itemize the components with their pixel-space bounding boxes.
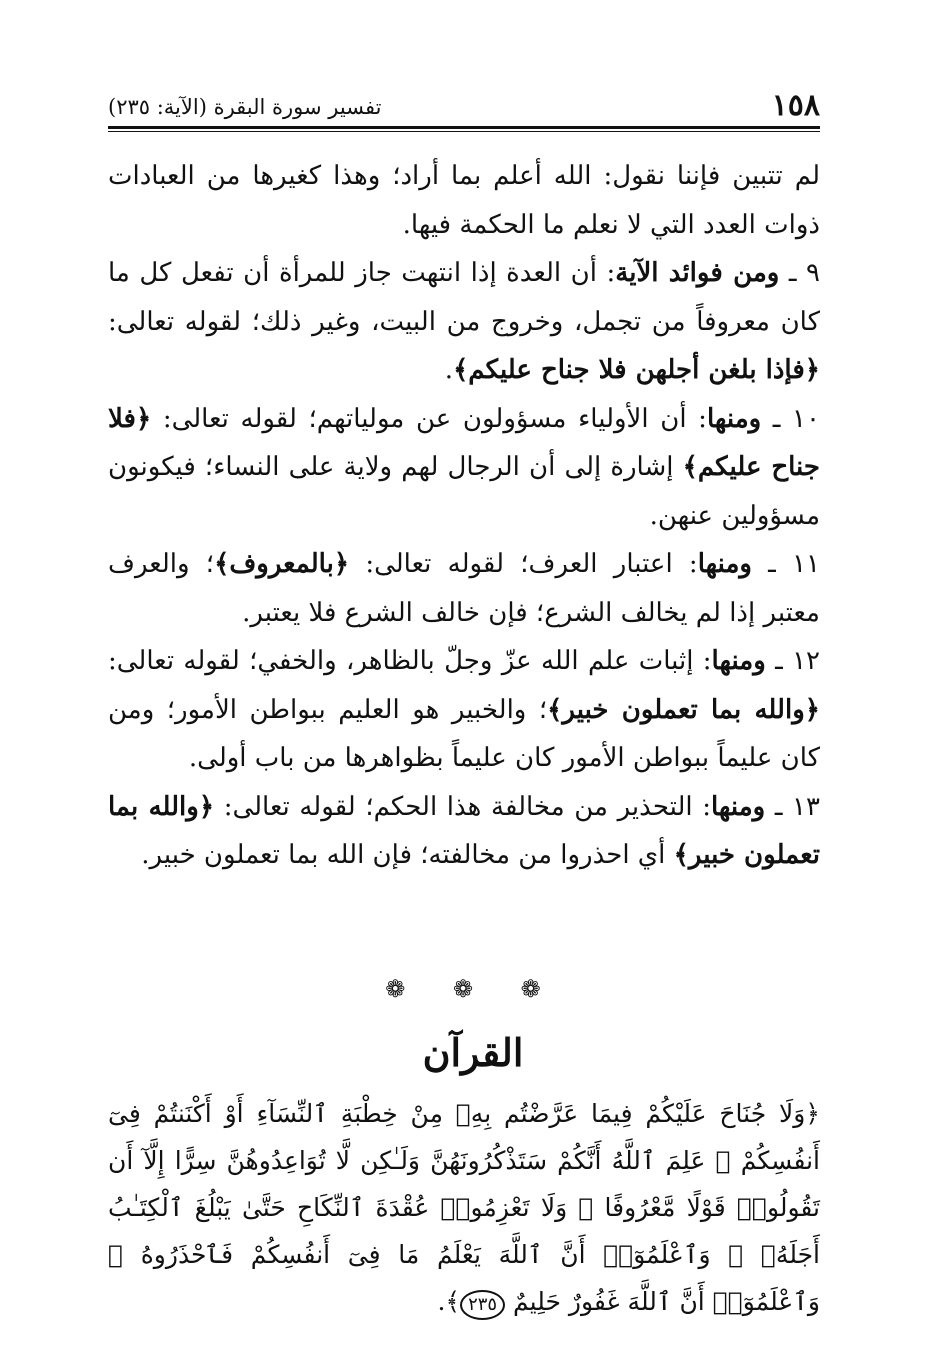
paragraph-text: : أن العدة إذا انتهت جاز للمرأة أن تفعل كل ما كان معروفاً من تجمل، وخروج من البيت، وغير ذلك؛ لقوله تعالى:: [108, 258, 820, 337]
paragraph-continuation: [108, 152, 820, 249]
item-number: ٩ ـ: [779, 258, 820, 288]
running-title: تفسير سورة البقرة (الآية: ٢٣٥): [108, 95, 382, 119]
paragraph-text-end: ؛ والخبير هو العليم ببواطن الأمور؛ ومن كان عليماً ببواطن الأمور كان عليماً بظواهرها من باب أولى.: [108, 694, 820, 773]
paragraph-text-end: إشارة إلى أن الرجال لهم ولاية على النساء؛ فيكونون مسؤولين عنهن.: [108, 452, 820, 531]
quran-quote: ﴿فلا جناح عليكم﴾: [108, 403, 820, 482]
item-number: ١٣ ـ: [765, 791, 820, 822]
commentary-text: [108, 152, 820, 880]
verse-closing: ﴾.: [437, 1287, 461, 1316]
item-heading: ومنها: [697, 549, 752, 579]
paragraph-text: : إثبات علم الله عزّ وجلّ بالظاهر، والخفي؛ لقوله تعالى:: [108, 646, 712, 676]
paragraph-text-end: .: [444, 355, 454, 385]
paragraph-text: لم تتبين فإننا نقول: الله أعلم بما أراد؛ وهذا كغيرها من العبادات ذوات العدد التي لا نعلم ما الحكمة فيها.: [108, 161, 820, 240]
paragraph-text-end: ؛ والعرف معتبر إذا لم يخالف الشرع؛ فإن خالف الشرع فلا يعتبر.: [108, 549, 820, 628]
paragraph-benefit-13: [108, 783, 820, 880]
item-number: ١٢ ـ: [765, 646, 820, 676]
paragraph-benefit-12: [108, 637, 820, 783]
item-heading: ومنها: [710, 791, 766, 822]
header-rule-thin: [108, 131, 820, 132]
item-heading: ومنها: [706, 403, 762, 434]
quran-verse: [108, 1090, 820, 1325]
item-heading: ومنها: [711, 646, 766, 676]
item-heading: ومن فوائد الآية: [615, 258, 780, 288]
paragraph-benefit-11: [108, 540, 820, 637]
paragraph-benefit-10: [108, 395, 820, 541]
page-number: ١٥٨: [771, 88, 820, 123]
paragraph-text: : أن الأولياء مسؤولون عن مولياتهم؛ لقوله تعالى:: [151, 403, 707, 434]
header-rule: [108, 126, 820, 129]
quran-quote: ﴿والله بما تعملون خبير﴾: [108, 791, 820, 870]
paragraph-text: : اعتبار العرف؛ لقوله تعالى:: [349, 549, 698, 579]
paragraph-text: : التحذير من مخالفة هذا الحكم؛ لقوله تعالى:: [214, 791, 711, 822]
paragraph-text-end: أي احذروا من مخالفته؛ فإن الله بما تعملون خبير.: [141, 840, 674, 870]
quran-quote: ﴿والله بما تعملون خبير﴾: [547, 694, 820, 725]
item-number: ١١ ـ: [751, 549, 820, 579]
page-header: [108, 88, 820, 124]
verse-text: ﴿وَلَا جُنَاحَ عَلَيْكُمْ فِيمَا عَرَّضْتُم بِهِۦ مِنْ خِطْبَةِ ٱلنِّسَآءِ أَوْ أَكْنَنتُمْ فِىٓ أَنفُسِكُمْ ۚ عَلِمَ ٱللَّهُ أَنَّكُمْ سَتَذْكُرُونَهُنَّ وَلَـٰكِن لَّا تُوَاعِدُوهُنَّ سِرًّا إِلَّآ أَن تَقُولُوا۟ قَوْلًا مَّعْرُوفًا ۚ وَلَا تَعْزِمُوا۟ عُقْدَةَ ٱلنِّكَاحِ حَتَّىٰ يَبْلُغَ ٱلْكِتَـٰبُ أَجَلَهُۥ ۚ وَٱعْلَمُوٓا۟ أَنَّ ٱللَّهَ يَعْلَمُ مَا فِىٓ أَنفُسِكُمْ فَٱحْذَرُوهُ ۚ وَٱعْلَمُوٓا۟ أَنَّ ٱللَّهَ غَفُورٌ حَلِيمٌ: [108, 1099, 820, 1316]
quran-quote: ﴿بالمعروف﴾: [214, 549, 350, 579]
quran-quote: ﴿فإذا بلغن أجلهن فلا جناح عليكم﴾: [453, 355, 820, 385]
item-number: ١٠ ـ: [761, 403, 820, 434]
section-title: القرآن: [422, 1030, 524, 1075]
paragraph-benefit-9: [108, 249, 820, 395]
ayah-number-marker: ٢٣٥: [460, 1290, 505, 1320]
section-separator: ❁ ❁ ❁: [385, 975, 561, 1003]
